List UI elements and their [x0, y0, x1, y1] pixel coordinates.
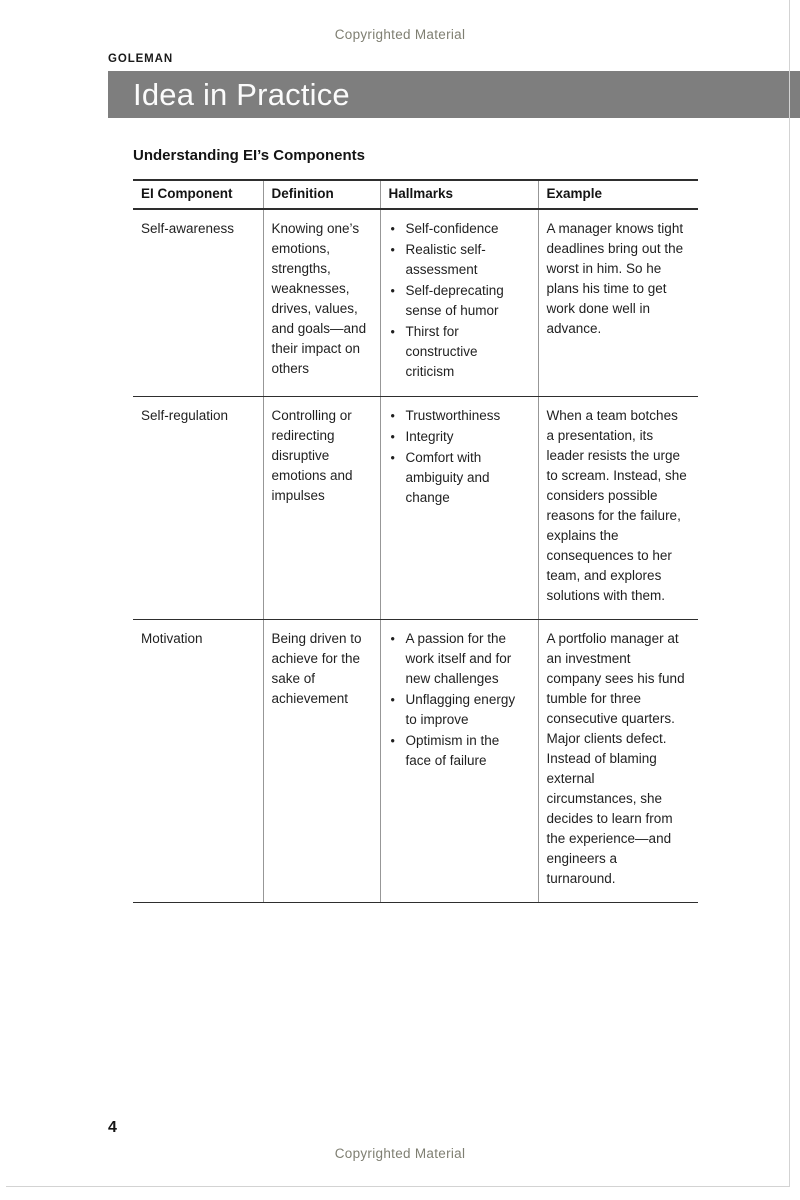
table-row	[133, 397, 698, 620]
hallmark-item	[389, 406, 528, 426]
hallmarks-cell	[380, 397, 538, 620]
author-name: GOLEMAN	[108, 53, 174, 65]
bullet-icon: •	[390, 222, 395, 236]
definition-cell: Controlling or redirecting disruptive emotions and impulses	[263, 397, 380, 620]
page-edge-bottom	[6, 1186, 790, 1187]
hallmark-text: Unflagging energy to improve	[405, 692, 516, 727]
hallmark-item	[389, 281, 528, 321]
bullet-icon: •	[390, 632, 395, 646]
hallmark-text: Comfort with ambiguity and change	[405, 450, 490, 505]
hallmark-text: Self-confidence	[405, 221, 499, 236]
hallmark-item	[389, 240, 528, 280]
table-row	[133, 209, 698, 397]
idea-banner	[108, 71, 800, 118]
header-hallmarks: Hallmarks	[380, 180, 538, 209]
bullet-icon: •	[390, 430, 395, 444]
copyright-notice-top: Copyrighted Material	[334, 27, 466, 42]
hallmark-text: Thirst for constructive criticism	[405, 324, 478, 379]
page-edge-right	[789, 0, 790, 1187]
bullet-icon: •	[390, 284, 395, 298]
hallmarks-cell	[380, 209, 538, 397]
bullet-icon: •	[390, 325, 395, 339]
example-cell: A manager knows tight deadlines bring out the worst in him. So he plans his time to get work done well in advance.	[538, 209, 698, 397]
table-body	[133, 209, 698, 903]
header-ei-component: EI Component	[133, 180, 263, 209]
header-definition: Definition	[263, 180, 380, 209]
hallmarks-list	[389, 629, 528, 771]
table-header-row	[133, 180, 698, 209]
header-example: Example	[538, 180, 698, 209]
hallmark-text: A passion for the work itself and for new challenges	[405, 631, 512, 686]
example-cell: When a team botches a presentation, its leader resists the urge to scream. Instead, she considers possible reasons for the failure, explains the consequences to her team, and explores solutions with them.	[538, 397, 698, 620]
page-content	[133, 147, 698, 903]
ei-components-table	[133, 179, 698, 903]
hallmark-item	[389, 219, 528, 239]
page-number: 4	[108, 1119, 117, 1136]
example-cell: A portfolio manager at an investment company sees his fund tumble for three consecutive quarters. Major clients defect. Instead of blaming external circumstances, she decides to learn from the experience—and engineers a turnaround.	[538, 620, 698, 903]
table-title: Understanding EI’s Components	[133, 147, 365, 164]
banner-title: Idea in Practice	[133, 77, 350, 112]
ei-component-cell: Motivation	[133, 620, 263, 903]
hallmark-item	[389, 629, 528, 689]
hallmark-item	[389, 322, 528, 382]
hallmark-item	[389, 690, 528, 730]
hallmark-text: Self-deprecating sense of humor	[405, 283, 504, 318]
hallmark-item	[389, 427, 528, 447]
bullet-icon: •	[390, 243, 395, 257]
hallmark-item	[389, 448, 528, 508]
hallmark-text: Integrity	[405, 429, 454, 444]
bullet-icon: •	[390, 409, 395, 423]
hallmark-text: Realistic self-assessment	[405, 242, 486, 277]
definition-cell: Being driven to achieve for the sake of achievement	[263, 620, 380, 903]
hallmark-text: Optimism in the face of failure	[405, 733, 500, 768]
ei-component-cell: Self-awareness	[133, 209, 263, 397]
definition-cell: Knowing one’s emotions, strengths, weaknesses, drives, values, and goals—and their impact on others	[263, 209, 380, 397]
ei-component-cell: Self-regulation	[133, 397, 263, 620]
hallmark-item	[389, 731, 528, 771]
hallmark-text: Trustworthiness	[405, 408, 501, 423]
hallmarks-list	[389, 406, 528, 508]
copyright-notice-bottom: Copyrighted Material	[334, 1146, 466, 1161]
hallmarks-list	[389, 219, 528, 382]
bullet-icon: •	[390, 693, 395, 707]
bullet-icon: •	[390, 734, 395, 748]
table-row	[133, 620, 698, 903]
bullet-icon: •	[390, 451, 395, 465]
hallmarks-cell	[380, 620, 538, 903]
